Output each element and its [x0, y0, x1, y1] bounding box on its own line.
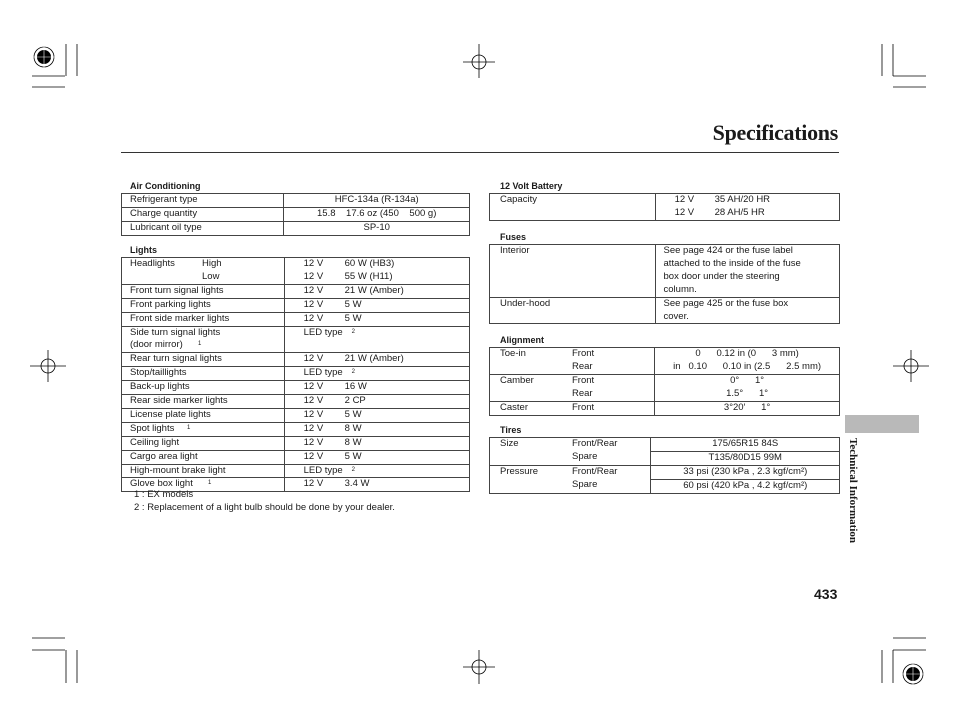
light-watt: 5 W [344, 408, 362, 420]
light-label: High-mount brake light [122, 464, 285, 478]
light-watt: 21 W (Amber) [344, 353, 404, 365]
light-label-line2: (door mirror) [130, 339, 183, 351]
table-row [122, 326, 470, 353]
section-tab-label [842, 438, 862, 568]
fuse-line: box door under the steering [663, 270, 780, 282]
battery-value: 35 AH/20 HR [714, 194, 771, 205]
table-row [122, 207, 470, 221]
light-volt: 12 V [303, 353, 324, 365]
table-row [122, 221, 470, 235]
light-volt: 12 V [303, 408, 324, 420]
tires-heading: Tires [500, 425, 522, 435]
tire-label: Size [500, 438, 519, 449]
table-row [122, 284, 470, 298]
light-label: Back-up lights [122, 381, 285, 395]
fuses-heading: Fuses [500, 232, 527, 242]
light-volt: LED type [303, 367, 343, 379]
page-number: 433 [814, 586, 838, 602]
table-row [122, 258, 470, 285]
fuse-line: cover. [663, 310, 689, 322]
light-volt: 12 V [303, 312, 324, 324]
alignment-value: 1.5° 1° [726, 387, 769, 399]
air-conditioning-table [121, 193, 470, 236]
light-volt: 12 V [303, 422, 324, 434]
light-label: Stop/taillights [122, 367, 285, 381]
light-watt: 21 W (Amber) [344, 284, 404, 296]
light-watt: 16 W [344, 381, 367, 393]
ac-label: Lubricant oil type [122, 221, 284, 235]
tire-value: 60 psi (420 kPa , 4.2 kgf/cm²) [683, 479, 808, 491]
footnote-ref: 2 [351, 466, 355, 473]
light-volt: 12 V [303, 478, 324, 490]
light-label: Cargo area light [122, 450, 285, 464]
table-row [490, 194, 840, 221]
table-row [122, 422, 470, 436]
light-sub: Low [202, 270, 220, 282]
alignment-label: Caster [500, 401, 528, 413]
footnote-ref: 1 [198, 341, 202, 348]
footnote-ref: 1 [187, 424, 191, 431]
light-watt: 5 W [344, 312, 362, 324]
table-row [490, 438, 840, 466]
alignment-value: 0° 1° [730, 374, 765, 386]
fuse-line: See page 424 or the fuse label [663, 245, 793, 256]
table-row [122, 450, 470, 464]
light-watt: 2 CP [344, 395, 366, 406]
footnote-ref: 2 [351, 369, 355, 376]
ac-label: Charge quantity [122, 207, 284, 221]
light-volt: 12 V [303, 436, 324, 448]
light-volt: LED type [303, 464, 343, 476]
tire-value: 33 psi (230 kPa , 2.3 kgf/cm²) [651, 466, 839, 480]
alignment-pos: Front [572, 348, 595, 359]
table-row [122, 312, 470, 326]
table-row [490, 374, 840, 401]
light-watt: 8 W [344, 436, 362, 448]
light-watt: 5 W [344, 450, 362, 462]
ac-value: SP-10 [284, 221, 470, 235]
fuse-label: Under-hood [490, 297, 656, 324]
alignment-label: Camber [500, 374, 534, 386]
tire-pos: Spare [572, 450, 598, 462]
fuse-line: attached to the inside of the fuse [663, 257, 801, 269]
alignment-pos: Rear [572, 360, 593, 372]
title-rule [121, 152, 839, 153]
light-label: Rear side marker lights [122, 395, 285, 409]
page-title: Specifications [712, 120, 838, 145]
table-row [122, 353, 470, 367]
battery-label: Capacity [490, 194, 656, 221]
alignment-value: 3°20′ 1° [723, 401, 771, 413]
light-label: Side turn signal lights [130, 326, 221, 338]
fuses-table [489, 244, 840, 324]
tire-label: Pressure [500, 465, 539, 477]
footnote: 1 : EX models [134, 489, 194, 500]
table-row [122, 395, 470, 409]
table-row [122, 194, 470, 208]
alignment-pos: Rear [572, 387, 593, 399]
light-label: Headlights [130, 258, 175, 269]
ac-value: HFC-134a (R-134a) [284, 194, 470, 208]
battery-table [489, 193, 840, 221]
light-label: License plate lights [122, 408, 285, 422]
tire-value: T135/80D15 99M [708, 451, 782, 463]
tire-pos: Front/Rear [572, 465, 618, 477]
footnote-ref: 2 [351, 328, 355, 335]
tire-pos: Spare [572, 478, 598, 490]
battery-volt: 12 V [674, 206, 695, 218]
table-row [122, 381, 470, 395]
battery-value: 28 AH/5 HR [714, 206, 765, 218]
alignment-value: in 0.10 0.10 in (2.5 2.5 mm) [673, 360, 822, 372]
alignment-pos: Front [572, 374, 595, 386]
light-volt: 12 V [303, 450, 324, 462]
footnote: 2 : Replacement of a light bulb should be done by your dealer. [134, 502, 395, 513]
table-row [122, 464, 470, 478]
light-label: Front turn signal lights [122, 284, 285, 298]
air-conditioning-heading: Air Conditioning [130, 181, 201, 191]
table-row [122, 298, 470, 312]
light-label: Spot lights [130, 422, 175, 434]
light-volt: LED type [303, 326, 343, 338]
ac-value: 15.8 17.6 oz (450 500 g) [284, 207, 470, 221]
light-label: Rear turn signal lights [122, 353, 285, 367]
tires-table [489, 437, 840, 494]
table-row [122, 436, 470, 450]
footnote-ref: 1 [208, 480, 212, 487]
light-watt: 3.4 W [344, 478, 370, 490]
battery-volt: 12 V [674, 194, 695, 205]
alignment-label: Toe-in [500, 348, 526, 359]
battery-heading: 12 Volt Battery [500, 181, 563, 191]
footnotes [134, 488, 395, 514]
table-row [490, 245, 840, 298]
light-volt: 12 V [303, 270, 324, 282]
lights-heading: Lights [130, 245, 157, 255]
fuse-line: See page 425 or the fuse box [663, 297, 789, 309]
section-tab-marker [845, 415, 919, 433]
light-volt: 12 V [303, 298, 324, 310]
light-watt: 55 W (H11) [344, 270, 393, 282]
lights-table [121, 257, 470, 492]
light-volt: 12 V [303, 258, 324, 269]
alignment-value: 0 0.12 in (0 3 mm) [695, 348, 799, 359]
tire-pos: Front/Rear [572, 438, 618, 449]
table-row [490, 297, 840, 324]
table-row [122, 408, 470, 422]
table-row [490, 348, 840, 375]
fuse-label: Interior [490, 245, 656, 298]
light-label: Ceiling light [122, 436, 285, 450]
light-watt: 8 W [344, 422, 362, 434]
light-label: Front parking lights [122, 298, 285, 312]
light-label: Glove box light [130, 478, 193, 490]
table-row [122, 367, 470, 381]
light-volt: 12 V [303, 284, 324, 296]
alignment-table [489, 347, 840, 416]
table-row [490, 465, 840, 493]
alignment-pos: Front [572, 401, 595, 413]
light-volt: 12 V [303, 395, 324, 406]
ac-label: Refrigerant type [122, 194, 284, 208]
section-tab-text: Technical Information [847, 438, 859, 544]
tire-value: 175/65R15 84S [651, 438, 839, 452]
fuse-line: column. [663, 283, 697, 295]
table-row [490, 401, 840, 415]
light-watt: 60 W (HB3) [344, 258, 395, 269]
light-watt: 5 W [344, 298, 362, 310]
light-label: Front side marker lights [122, 312, 285, 326]
light-volt: 12 V [303, 381, 324, 393]
alignment-heading: Alignment [500, 335, 544, 345]
light-sub: High [202, 258, 222, 269]
